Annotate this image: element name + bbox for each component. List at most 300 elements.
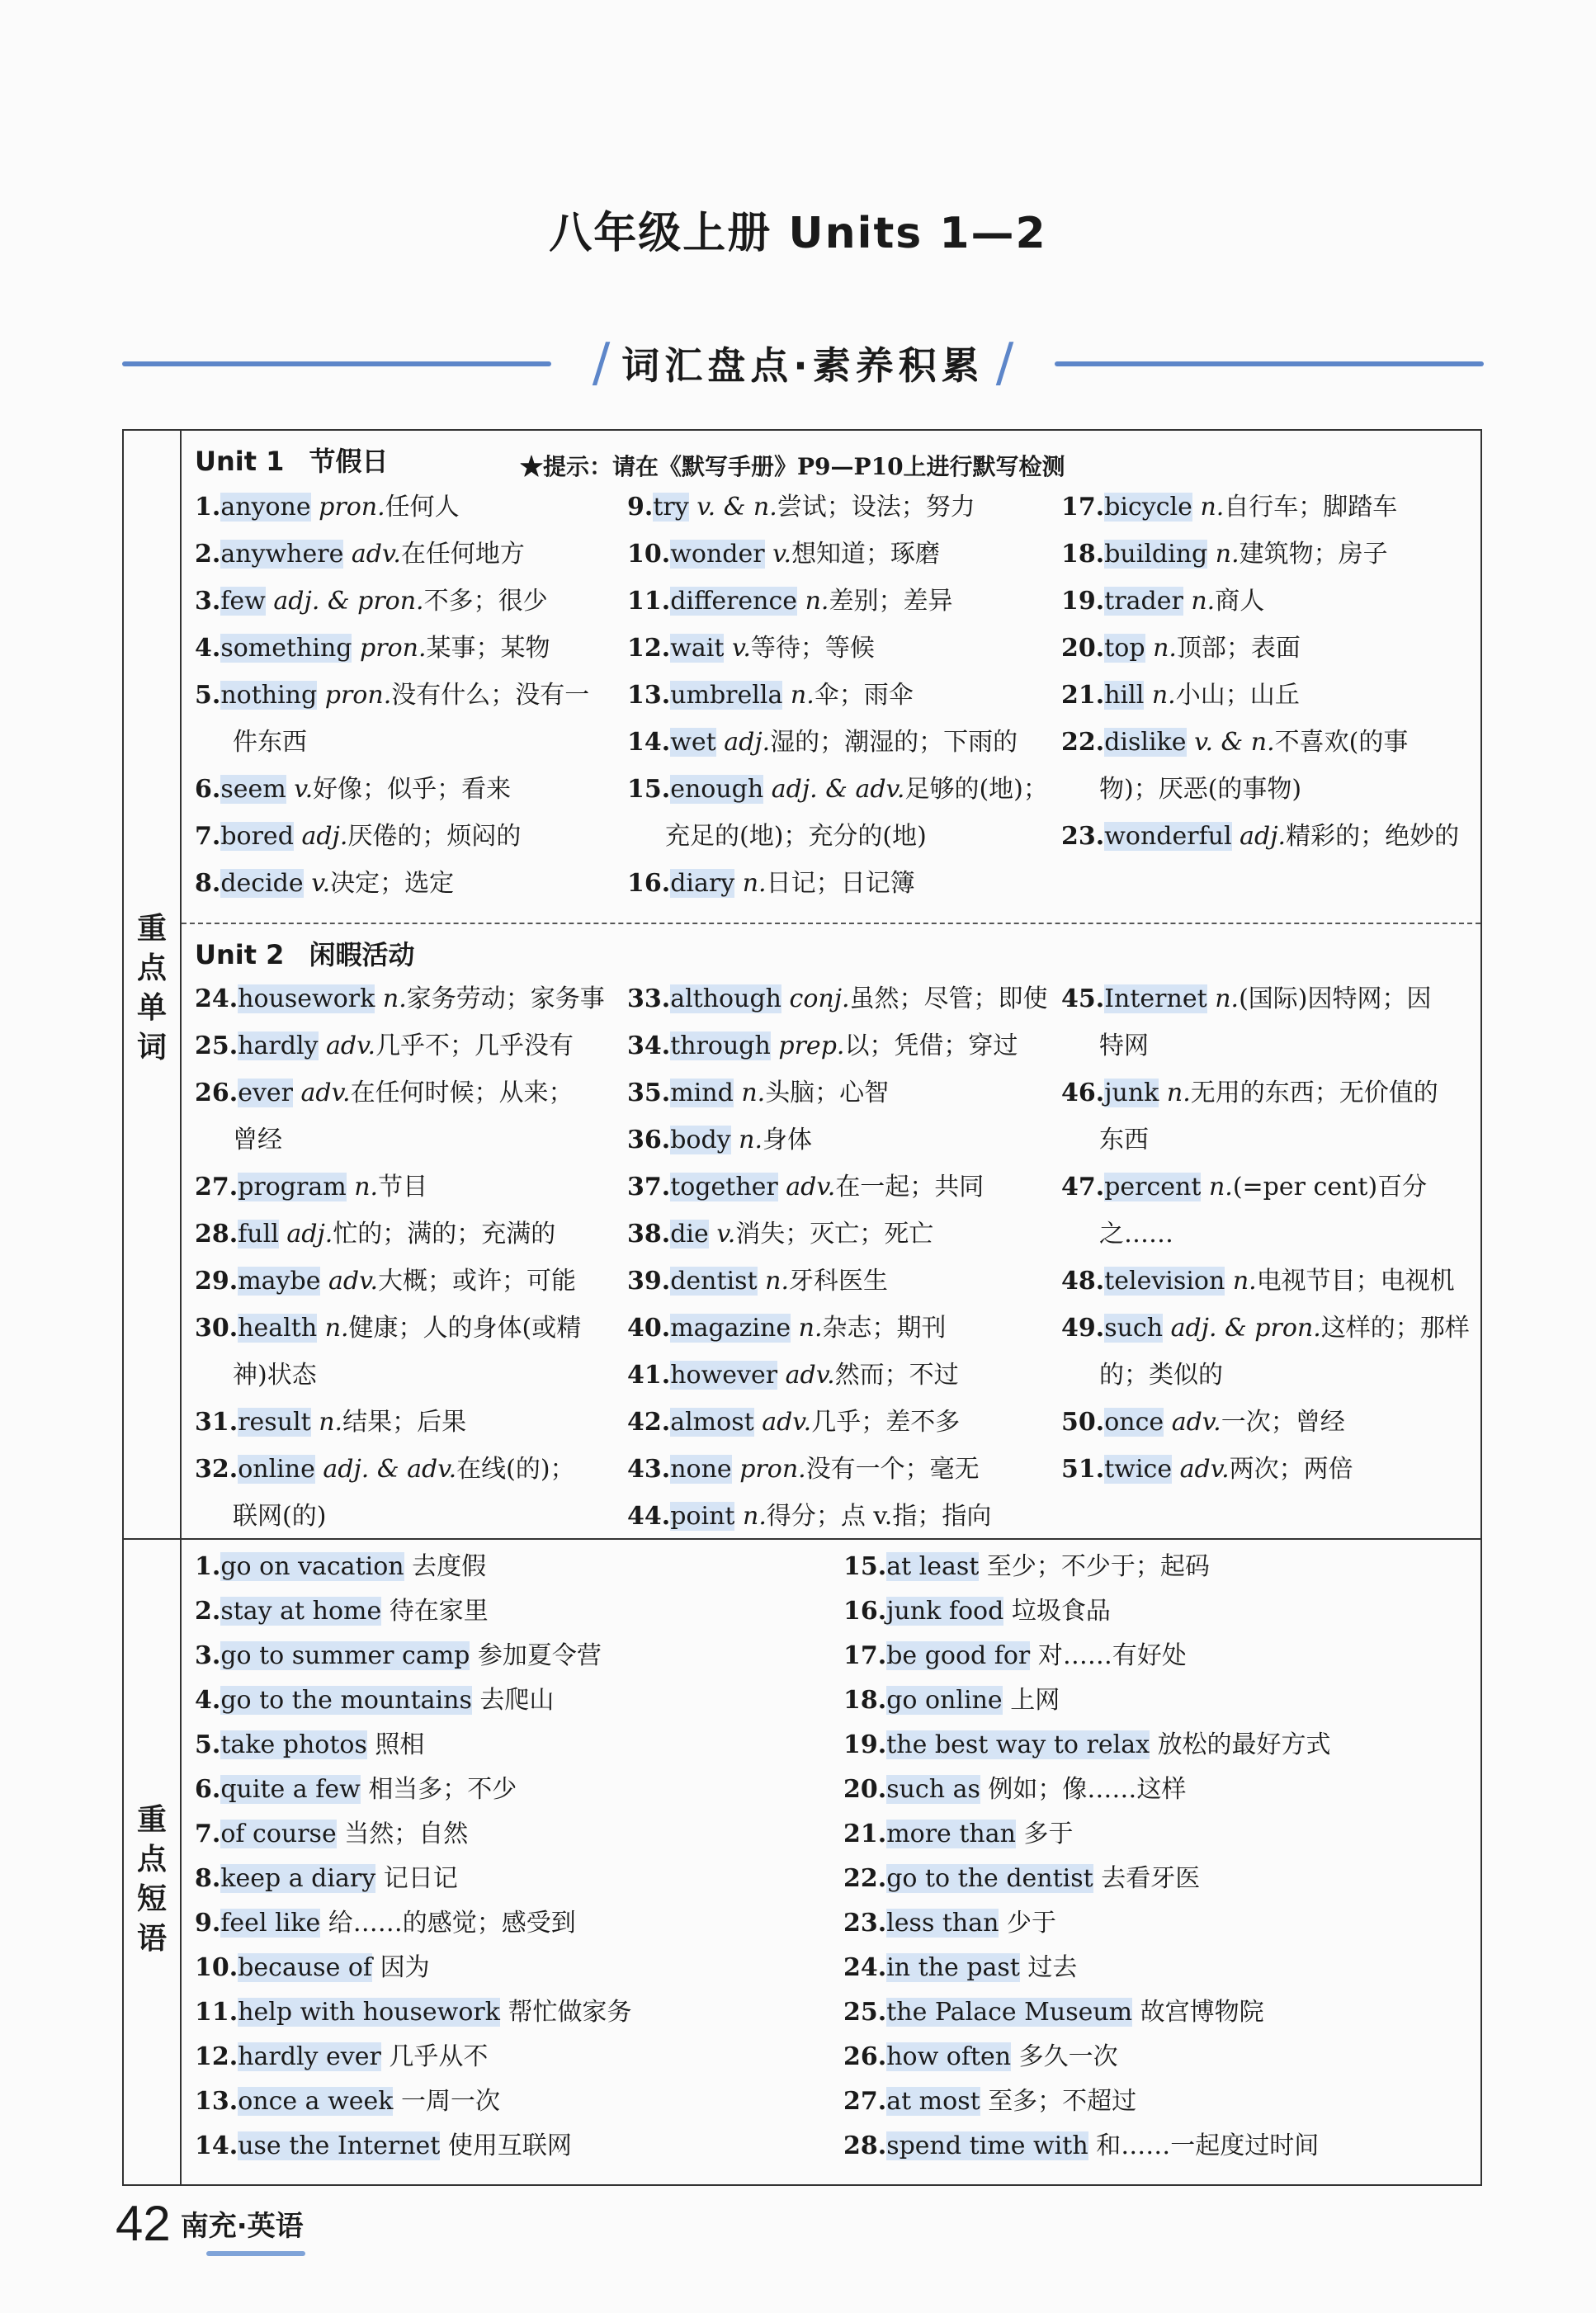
vocab-item (1061, 672, 1474, 719)
vocab-word: percent (1104, 1173, 1202, 1201)
item-number: 24. (195, 984, 238, 1013)
vocab-meaning: 不多；很少 (423, 587, 548, 616)
unit1-title-cn: 节假日 (309, 446, 389, 477)
vocab-word: wait (670, 634, 725, 663)
phrase-meaning: 多久一次 (1018, 2042, 1118, 2071)
vocab-word: few (220, 587, 266, 616)
vocab-item (195, 1211, 607, 1258)
vocab-item (1061, 625, 1474, 672)
vocab-word: ever (238, 1079, 293, 1107)
item-number: 22. (1061, 728, 1105, 757)
phrase-item (843, 1857, 1471, 1901)
item-number: 8. (195, 1864, 221, 1893)
vocab-word: top (1104, 634, 1145, 663)
vocab-word: television (1104, 1267, 1225, 1296)
item-number: 3. (195, 1641, 221, 1670)
part-of-speech: v. (716, 1220, 736, 1249)
phrase-item (843, 2035, 1471, 2079)
item-number: 3. (195, 587, 221, 616)
vocab-word: junk (1104, 1079, 1159, 1107)
section-banner (122, 330, 1484, 396)
vocab-meaning: 小山；山丘 (1175, 681, 1300, 710)
item-number: 40. (627, 1314, 671, 1343)
item-number: 51. (1061, 1455, 1105, 1484)
item-number: 11. (195, 1998, 238, 2027)
item-number: 27. (843, 2087, 887, 2116)
item-number: 14. (627, 728, 671, 757)
item-number: 50. (1061, 1408, 1105, 1437)
part-of-speech: adv. (328, 1267, 379, 1296)
part-of-speech: n. (739, 1126, 763, 1154)
vocab-item (1061, 813, 1474, 860)
item-number: 46. (1061, 1079, 1105, 1107)
vocab-meaning: 牙科医生 (789, 1267, 888, 1296)
item-number: 25. (843, 1998, 887, 2027)
item-number: 37. (627, 1173, 671, 1201)
phrase-meaning: 去爬山 (479, 1686, 555, 1715)
part-of-speech: adj. & pron. (1170, 1314, 1321, 1343)
vocab-meaning: 大概；或许；可能 (378, 1267, 577, 1296)
phrase-meaning: 几乎从不 (389, 2042, 489, 2071)
phrase-meaning: 少于 (1007, 1909, 1057, 1938)
part-of-speech: pron. (739, 1455, 806, 1484)
item-number: 20. (843, 1775, 887, 1804)
phrase-item (195, 1990, 838, 2035)
vocab-item (627, 1446, 1048, 1493)
phrase-item (195, 1768, 838, 1812)
part-of-speech: adv. (1171, 1408, 1221, 1437)
phrase-english: quite a few (220, 1775, 361, 1804)
phrase-english: use the Internet (238, 2131, 441, 2160)
item-number: 8. (195, 869, 221, 898)
vocab-item (1061, 1258, 1474, 1305)
vocab-item (627, 1352, 1048, 1399)
phrase-meaning: 照相 (375, 1730, 425, 1759)
item-number: 35. (627, 1079, 671, 1107)
phrase-meaning: 过去 (1027, 1953, 1078, 1982)
part-of-speech: n. (354, 1173, 379, 1201)
phrase-meaning: 至多；不超过 (988, 2087, 1137, 2116)
vocab-word: wet (670, 728, 716, 757)
phrase-item (843, 1812, 1471, 1857)
phrase-item (195, 1634, 838, 1678)
item-number: 41. (627, 1361, 671, 1390)
item-number: 38. (627, 1220, 671, 1249)
phrase-english: keep a diary (220, 1864, 376, 1893)
vocab-meaning: 顶部；表面 (1176, 634, 1301, 663)
vocab-word: point (670, 1502, 735, 1531)
part-of-speech: n. (1215, 984, 1239, 1013)
phrase-item (843, 2079, 1471, 2124)
vocab-meaning: 自行车；脚踏车 (1224, 493, 1398, 522)
item-number: 9. (195, 1909, 221, 1938)
vocab-table (122, 429, 1482, 2186)
item-number: 49. (1061, 1314, 1105, 1343)
phrase-item (843, 1901, 1471, 1946)
item-number: 18. (1061, 540, 1105, 569)
vocab-meaning: 无用的东西；无价值的 (1190, 1079, 1438, 1107)
item-number: 23. (1061, 822, 1105, 851)
phrase-english: of course (220, 1820, 337, 1848)
vocab-word: magazine (670, 1314, 791, 1343)
part-of-speech: n. (1215, 540, 1239, 569)
phrase-english: more than (886, 1820, 1016, 1848)
vocab-meaning: 两次；两倍 (1229, 1455, 1353, 1484)
item-number: 1. (195, 1552, 221, 1581)
vocab-item (627, 1022, 1048, 1069)
item-number: 24. (843, 1953, 887, 1982)
phrase-item (195, 1589, 838, 1634)
words-section-label-text: 重 点 单 词 (136, 912, 167, 1064)
phrase-english: go on vacation (220, 1552, 404, 1581)
vocab-meaning: (国际)因特网；因 (1239, 984, 1432, 1013)
vocab-meaning: 头脑；心智 (765, 1079, 890, 1107)
part-of-speech: adv. (300, 1079, 351, 1107)
vocab-meaning: 没有一个；毫无 (805, 1455, 980, 1484)
item-number: 27. (195, 1173, 238, 1201)
phrases-column-1 (195, 1545, 838, 2169)
vocab-meaning: 商人 (1215, 587, 1265, 616)
vocab-item (1061, 719, 1474, 766)
vocab-meaning: 等待；等候 (750, 634, 875, 663)
item-number: 22. (843, 1864, 887, 1893)
part-of-speech: n. (765, 1267, 789, 1296)
table-divider-vertical (180, 431, 182, 2184)
item-number: 45. (1061, 984, 1105, 1013)
phrase-item (843, 1589, 1471, 1634)
vocab-meaning: 精彩的；绝妙的 (1286, 822, 1460, 851)
vocab-item (195, 1446, 607, 1493)
vocab-meaning: 好像；似乎；看来 (313, 775, 512, 804)
vocab-meaning: 差别；差异 (829, 587, 953, 616)
phrase-english: less than (886, 1909, 999, 1938)
vocab-meaning: 在一起；共同 (835, 1173, 985, 1201)
phrase-meaning: 去度假 (412, 1552, 487, 1581)
vocab-item (1061, 1069, 1474, 1116)
phrase-meaning: 参加夏令营 (477, 1641, 602, 1670)
phrase-meaning: 当然；自然 (344, 1820, 469, 1848)
item-number: 47. (1061, 1173, 1105, 1201)
phrase-item (843, 2124, 1471, 2169)
vocab-meaning-continued: 东西 (1099, 1126, 1149, 1154)
phrase-item (843, 1545, 1471, 1589)
vocab-word: almost (670, 1408, 754, 1437)
vocab-word: online (238, 1455, 315, 1484)
vocab-item (195, 1022, 607, 1069)
item-number: 25. (195, 1031, 238, 1060)
item-number: 42. (627, 1408, 671, 1437)
item-number: 4. (195, 1686, 221, 1715)
phrase-item (843, 1678, 1471, 1723)
phrase-meaning: 至少；不少于；起码 (986, 1552, 1210, 1581)
vocab-word: something (220, 634, 352, 663)
vocab-item (1061, 1446, 1474, 1493)
item-number: 26. (843, 2042, 887, 2071)
unit2-title-cn: 闲暇活动 (309, 939, 415, 970)
vocab-meaning: 消失；灭亡；死亡 (735, 1220, 934, 1249)
vocab-meaning-continued: 特网 (1099, 1031, 1149, 1060)
part-of-speech: adj. (1239, 822, 1287, 851)
vocab-item (627, 484, 1048, 531)
vocab-meaning: 一次；曾经 (1221, 1408, 1345, 1437)
phrase-meaning: 因为 (380, 1953, 430, 1982)
vocab-item (627, 766, 1048, 813)
unit1-title: Unit 1 (195, 446, 285, 477)
item-number: 26. (195, 1079, 238, 1107)
part-of-speech: v. & n. (1194, 728, 1275, 757)
part-of-speech: adv. (326, 1031, 376, 1060)
item-number: 14. (195, 2131, 238, 2160)
phrase-english: go online (886, 1686, 1003, 1715)
vocab-word: health (238, 1314, 318, 1343)
part-of-speech: v. & n. (696, 493, 777, 522)
vocab-item (627, 1305, 1048, 1352)
item-number: 19. (1061, 587, 1105, 616)
item-number: 4. (195, 634, 221, 663)
vocab-meaning: 忙的；满的；充满的 (333, 1220, 556, 1249)
phrase-item (843, 1723, 1471, 1768)
banner-line-left (122, 361, 551, 366)
vocab-word: difference (670, 587, 798, 616)
vocab-word: decide (220, 869, 304, 898)
vocab-meaning: 厌倦的；烦闷的 (347, 822, 522, 851)
phrase-meaning: 垃圾食品 (1011, 1597, 1111, 1626)
vocab-meaning: 建筑物；房子 (1239, 540, 1388, 569)
item-number: 7. (195, 1820, 221, 1848)
vocab-item (627, 1493, 1048, 1540)
vocab-word: such (1104, 1314, 1164, 1343)
item-number: 48. (1061, 1267, 1105, 1296)
vocab-word: mind (670, 1079, 734, 1107)
vocab-word: Internet (1104, 984, 1207, 1013)
vocab-word: anyone (220, 493, 311, 522)
vocab-word: wonder (670, 540, 765, 569)
vocab-meaning: 得分；点 v.指；指向 (766, 1502, 992, 1531)
vocab-meaning: 在线(的)； (456, 1455, 575, 1484)
item-number: 17. (1061, 493, 1105, 522)
vocab-item (1061, 1399, 1474, 1446)
phrase-item (843, 1946, 1471, 1990)
part-of-speech: n. (1166, 1079, 1191, 1107)
part-of-speech: adv. (351, 540, 401, 569)
unit-divider (182, 923, 1480, 924)
vocab-meaning: 尝试；设法；努力 (777, 493, 975, 522)
item-number: 6. (195, 1775, 221, 1804)
phrase-english: the Palace Museum (886, 1998, 1133, 2027)
phrase-item (195, 1723, 838, 1768)
vocab-item (195, 484, 607, 531)
phrase-english: such as (886, 1775, 980, 1804)
item-number: 28. (843, 2131, 887, 2160)
vocab-item (627, 1211, 1048, 1258)
vocab-meaning: 想知道；琢磨 (791, 540, 941, 569)
phrases-section-label-text: 重 点 短 语 (136, 1803, 167, 1956)
phrase-meaning: 帮忙做家务 (508, 1998, 632, 2027)
part-of-speech: adj. (301, 822, 348, 851)
part-of-speech: n. (1191, 587, 1216, 616)
phrase-meaning: 例如；像……这样 (988, 1775, 1187, 1804)
vocab-item (1061, 1164, 1474, 1211)
vocab-word: together (670, 1173, 778, 1201)
vocab-meaning: 不喜欢(的事 (1274, 728, 1409, 757)
page-title: 八年级上册 Units 1—2 (549, 209, 1047, 258)
vocab-item (195, 531, 607, 578)
part-of-speech: n. (1200, 493, 1225, 522)
practice-tip: ★提示：请在《默写手册》P9—P10上进行默写检测 (520, 453, 1065, 480)
vocab-item (195, 578, 607, 625)
part-of-speech: n. (1232, 1267, 1257, 1296)
item-number: 23. (843, 1909, 887, 1938)
part-of-speech: n. (1153, 634, 1177, 663)
phrase-meaning: 上网 (1010, 1686, 1060, 1715)
vocab-meaning: 在任何地方 (400, 540, 525, 569)
vocab-item (627, 975, 1048, 1022)
part-of-speech: n. (790, 681, 815, 710)
phrase-english: stay at home (220, 1597, 382, 1626)
vocab-word: twice (1104, 1455, 1173, 1484)
phrases-column-2 (843, 1545, 1471, 2169)
unit1-column-3 (1061, 484, 1474, 860)
vocab-word: hill (1104, 681, 1145, 710)
item-number: 36. (627, 1126, 671, 1154)
item-number: 43. (627, 1455, 671, 1484)
vocab-word: wonderful (1104, 822, 1232, 851)
vocab-meaning: 家务劳动；家务事 (406, 984, 605, 1013)
phrase-item (195, 1857, 838, 1901)
vocab-meaning-continued: 件东西 (233, 728, 307, 757)
vocab-word: die (670, 1220, 709, 1249)
phrase-english: the best way to relax (886, 1730, 1150, 1759)
vocab-item (627, 1258, 1048, 1305)
phrase-item (195, 1678, 838, 1723)
item-number: 5. (195, 1730, 221, 1759)
phrase-english: go to summer camp (220, 1641, 470, 1670)
unit1-column-1 (195, 484, 607, 907)
vocab-meaning: 健康；人的身体(或精 (348, 1314, 582, 1343)
phrase-english: at least (886, 1552, 980, 1581)
vocab-meaning: (=per cent)百分 (1232, 1173, 1428, 1201)
item-number: 12. (627, 634, 671, 663)
part-of-speech: n. (1208, 1173, 1233, 1201)
vocab-meaning: 某事；某物 (426, 634, 550, 663)
vocab-meaning-continued: 的；类似的 (1099, 1361, 1223, 1390)
part-of-speech: n. (805, 587, 829, 616)
part-of-speech: n. (741, 1079, 766, 1107)
phrase-meaning: 故宫博物院 (1140, 1998, 1264, 2027)
vocab-item (195, 1258, 607, 1305)
unit2-column-1 (195, 975, 607, 1540)
item-number: 39. (627, 1267, 671, 1296)
vocab-item (195, 813, 607, 860)
item-number: 1. (195, 493, 221, 522)
vocab-word: result (238, 1408, 311, 1437)
item-number: 19. (843, 1730, 887, 1759)
phrase-meaning: 和……一起度过时间 (1096, 2131, 1320, 2160)
book-title: 南充·英语 (180, 2210, 304, 2243)
vocab-item (195, 1399, 607, 1446)
vocab-word: body (670, 1126, 731, 1154)
vocab-word: enough (670, 775, 764, 804)
item-number: 13. (627, 681, 671, 710)
vocab-item (627, 531, 1048, 578)
vocab-item (1061, 975, 1474, 1022)
item-number: 16. (627, 869, 671, 898)
part-of-speech: v. (294, 775, 314, 804)
part-of-speech: n. (798, 1314, 823, 1343)
phrase-item (843, 1768, 1471, 1812)
vocab-word: building (1104, 540, 1208, 569)
vocab-item (627, 1399, 1048, 1446)
part-of-speech: conj. (789, 984, 850, 1013)
vocab-meaning: 以；凭借；穿过 (844, 1031, 1018, 1060)
part-of-speech: adj. & pron. (273, 587, 424, 616)
phrase-meaning: 放松的最好方式 (1157, 1730, 1331, 1759)
item-number: 12. (195, 2042, 238, 2071)
phrase-english: go to the dentist (886, 1864, 1093, 1893)
part-of-speech: adv. (762, 1408, 812, 1437)
item-number: 7. (195, 822, 221, 851)
vocab-item (1061, 578, 1474, 625)
vocab-word: housework (238, 984, 375, 1013)
part-of-speech: pron. (324, 681, 392, 710)
vocab-word: once (1104, 1408, 1164, 1437)
part-of-speech: adj. & adv. (323, 1455, 457, 1484)
phrase-meaning: 待在家里 (389, 1597, 489, 1626)
vocab-item (1061, 531, 1474, 578)
phrases-section-label (124, 1801, 180, 1959)
vocab-meaning: 结果；后果 (342, 1408, 467, 1437)
item-number: 34. (627, 1031, 671, 1060)
item-number: 2. (195, 1597, 221, 1626)
vocab-item (627, 1116, 1048, 1164)
phrase-english: go to the mountains (220, 1686, 472, 1715)
phrase-english: once a week (238, 2087, 394, 2116)
item-number: 10. (627, 540, 671, 569)
vocab-item (195, 1164, 607, 1211)
vocab-meaning: 然而；不过 (834, 1361, 959, 1390)
item-number: 31. (195, 1408, 238, 1437)
part-of-speech: v. (311, 869, 331, 898)
item-number: 9. (627, 493, 654, 522)
vocab-word: try (653, 493, 689, 522)
item-number: 18. (843, 1686, 887, 1715)
item-number: 29. (195, 1267, 238, 1296)
part-of-speech: n. (382, 984, 407, 1013)
item-number: 32. (195, 1455, 238, 1484)
phrase-meaning: 相当多；不少 (368, 1775, 517, 1804)
phrase-meaning: 记日记 (383, 1864, 458, 1893)
part-of-speech: n. (319, 1408, 343, 1437)
vocab-item (1061, 1305, 1474, 1352)
vocab-item (195, 975, 607, 1022)
vocab-item (195, 1305, 607, 1352)
vocab-word: umbrella (670, 681, 783, 710)
phrase-meaning: 对……有好处 (1037, 1641, 1187, 1670)
item-number: 44. (627, 1502, 671, 1531)
page-number: 42 (116, 2196, 171, 2251)
part-of-speech: v. (772, 540, 792, 569)
item-number: 16. (843, 1597, 887, 1626)
part-of-speech: adj. (724, 728, 771, 757)
part-of-speech: adj. (286, 1220, 333, 1249)
part-of-speech: pron. (360, 634, 427, 663)
phrase-english: take photos (220, 1730, 367, 1759)
vocab-meaning: 身体 (763, 1126, 813, 1154)
vocab-item (195, 860, 607, 907)
item-number: 33. (627, 984, 671, 1013)
vocab-meaning: 在任何时候；从来； (350, 1079, 574, 1107)
vocab-item (627, 625, 1048, 672)
